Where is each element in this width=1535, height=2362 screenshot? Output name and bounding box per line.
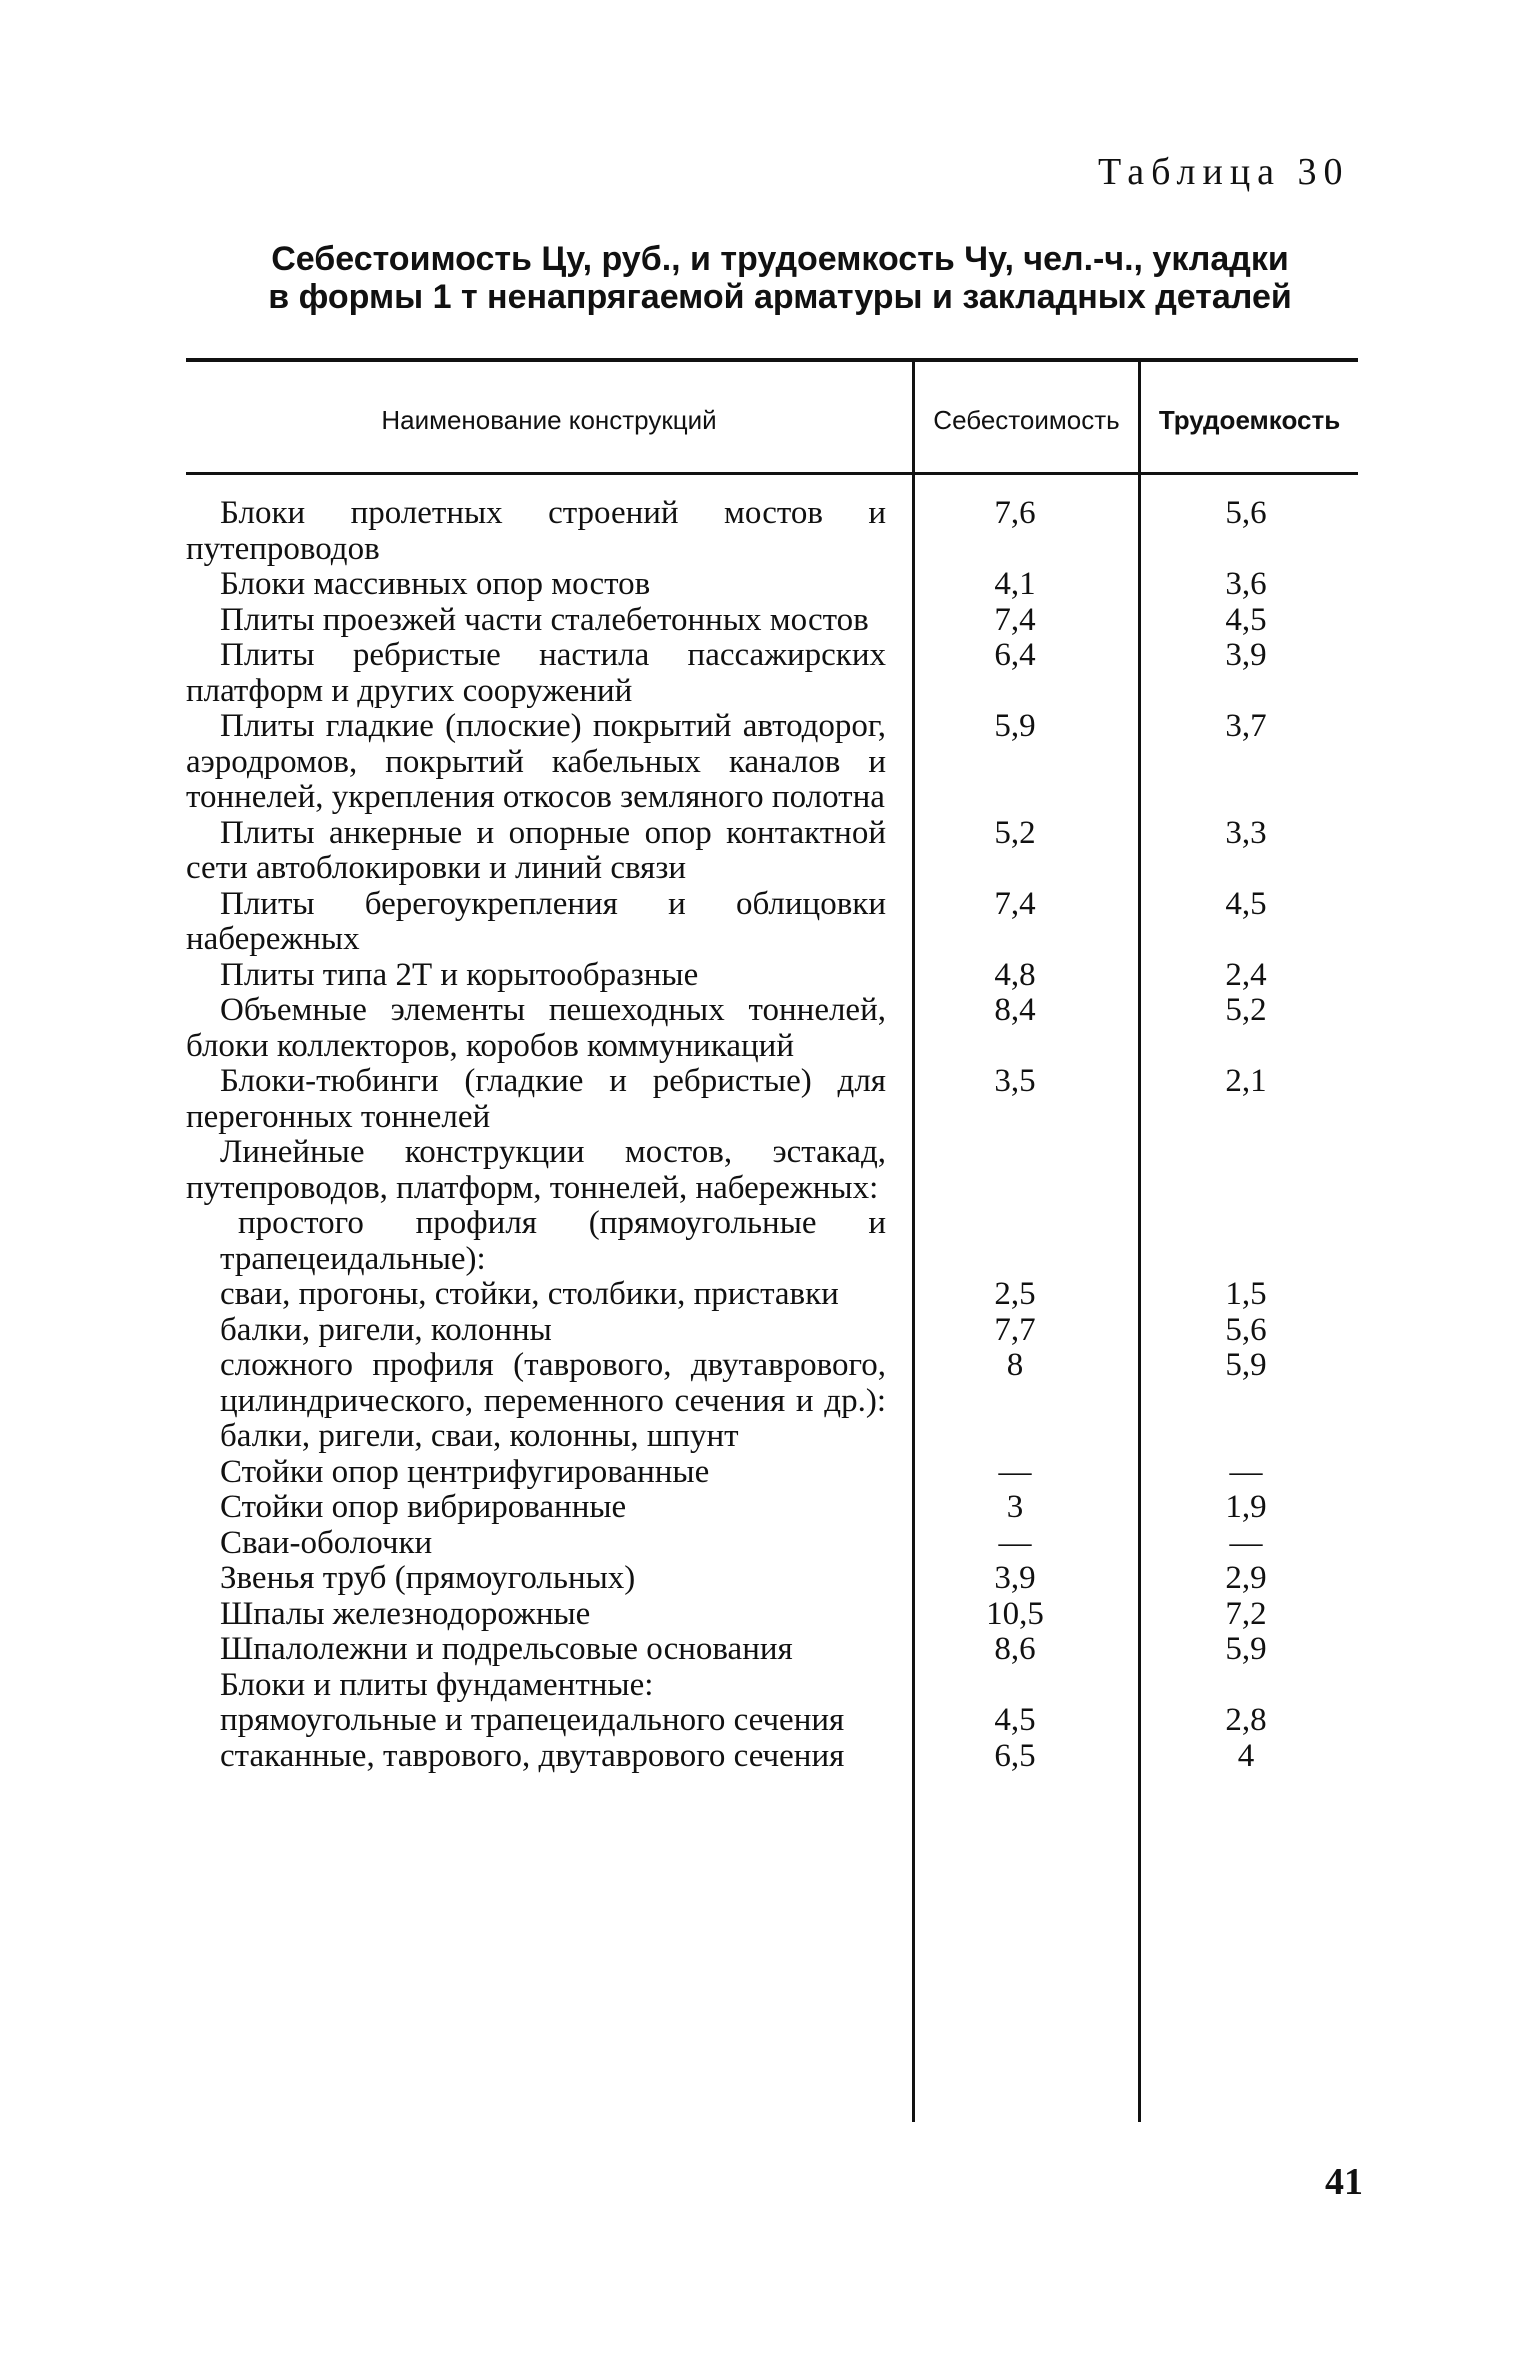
row-labor: 3,7 bbox=[1225, 708, 1267, 744]
row-name: Звенья труб (прямоугольных) bbox=[220, 1560, 636, 1596]
table-body bbox=[0, 496, 1535, 1774]
row-labor: 5,9 bbox=[1225, 1631, 1267, 1667]
row-name: Линейные конструкции мостов, эстакад, путепроводов, платформ, тоннелей, набережных: bbox=[186, 1134, 886, 1206]
row-cost: — bbox=[998, 1524, 1032, 1561]
table-row bbox=[0, 496, 1535, 567]
row-cost: 8,4 bbox=[994, 992, 1036, 1028]
row-name: сложного профиля (таврового, двутаврового, цилиндрического, переменного сечения и др.): балки, ригели, сваи, колонны, шпунт bbox=[220, 1347, 886, 1454]
row-cost: 8 bbox=[1006, 1347, 1024, 1383]
header-labor: Трудоемкость bbox=[1158, 405, 1341, 435]
row-cost: 5,2 bbox=[994, 814, 1036, 851]
row-cost: 3,9 bbox=[994, 1560, 1036, 1596]
row-labor: 5,6 bbox=[1225, 495, 1267, 531]
row-labor: 3,6 bbox=[1225, 566, 1267, 602]
table-row bbox=[0, 1632, 1535, 1668]
row-labor: 7,2 bbox=[1225, 1595, 1267, 1632]
table-row bbox=[0, 816, 1535, 887]
page-number: 41 bbox=[1325, 2161, 1363, 2203]
row-name: Шпалы железнодорожные bbox=[220, 1595, 591, 1632]
row-name: Блоки пролетных строений мостов и путепроводов bbox=[186, 495, 886, 567]
caption-line-2: в формы 1 т ненапрягаемой арматуры и закладных деталей bbox=[268, 278, 1292, 316]
table-row bbox=[0, 1490, 1535, 1526]
row-name: Плиты гладкие (плоские) покрытий автодорог, аэродромов, покрытий кабельных каналов и тоннелей, укрепления откосов земляного полотна bbox=[186, 708, 886, 815]
row-cost: 7,7 bbox=[994, 1311, 1036, 1348]
table-row bbox=[0, 1455, 1535, 1491]
row-name: Плиты типа 2Т и корытообразные bbox=[220, 956, 699, 993]
table-row bbox=[0, 1561, 1535, 1597]
table-row bbox=[0, 1668, 1535, 1704]
row-labor: — bbox=[1229, 1453, 1263, 1490]
row-cost: 10,5 bbox=[986, 1595, 1044, 1632]
row-labor: 4,5 bbox=[1225, 885, 1267, 922]
table-row bbox=[0, 638, 1535, 709]
row-name: балки, ригели, колонны bbox=[220, 1311, 552, 1348]
row-labor: 2,8 bbox=[1225, 1702, 1267, 1738]
table-row bbox=[0, 887, 1535, 958]
table-row bbox=[0, 1135, 1535, 1206]
row-name: прямоугольные и трапецеидального сечения bbox=[220, 1702, 845, 1738]
row-labor: — bbox=[1229, 1524, 1263, 1561]
row-cost: 6,4 bbox=[994, 637, 1036, 673]
row-cost: — bbox=[998, 1453, 1032, 1490]
table-row bbox=[0, 567, 1535, 603]
table-caption bbox=[180, 240, 1380, 316]
row-cost: 3 bbox=[1006, 1489, 1024, 1525]
row-labor: 3,9 bbox=[1225, 637, 1267, 673]
row-name: Стойки опор вибрированные bbox=[220, 1489, 627, 1525]
header-name: Наименование конструкций bbox=[381, 405, 717, 435]
row-cost: 5,9 bbox=[994, 708, 1036, 744]
row-labor: 4 bbox=[1237, 1737, 1255, 1774]
row-labor: 3,3 bbox=[1225, 814, 1267, 851]
row-labor: 4,5 bbox=[1225, 601, 1267, 638]
row-cost: 3,5 bbox=[994, 1063, 1036, 1099]
row-cost: 4,1 bbox=[994, 566, 1036, 602]
row-labor: 2,9 bbox=[1225, 1560, 1267, 1596]
row-labor: 5,6 bbox=[1225, 1311, 1267, 1348]
row-name: Стойки опор центрифугированные bbox=[220, 1453, 710, 1490]
row-name: сваи, прогоны, стойки, столбики, приставки bbox=[220, 1276, 839, 1312]
row-name: Блоки массивных опор мостов bbox=[220, 566, 651, 602]
table-row bbox=[0, 1064, 1535, 1135]
row-cost: 7,4 bbox=[994, 601, 1036, 638]
table-row bbox=[0, 1313, 1535, 1349]
row-cost: 7,6 bbox=[994, 495, 1036, 531]
table-row bbox=[0, 1703, 1535, 1739]
table-row bbox=[0, 603, 1535, 639]
table-row bbox=[0, 1739, 1535, 1775]
row-cost: 6,5 bbox=[994, 1737, 1036, 1774]
table-row bbox=[0, 1348, 1535, 1455]
table-label: Таблица 30 bbox=[1098, 151, 1350, 193]
row-cost: 4,5 bbox=[994, 1702, 1036, 1738]
table-row bbox=[0, 1277, 1535, 1313]
table-row bbox=[0, 1597, 1535, 1633]
row-name: Плиты проезжей части сталебетонных мостов bbox=[220, 601, 869, 638]
table-row bbox=[0, 709, 1535, 816]
row-labor: 1,9 bbox=[1225, 1489, 1267, 1525]
row-labor: 5,2 bbox=[1225, 992, 1267, 1028]
row-name: стаканные, таврового, двутаврового сечения bbox=[220, 1737, 845, 1774]
row-name: простого профиля (прямоугольные и трапецеидальные): bbox=[220, 1205, 886, 1277]
table-row bbox=[0, 958, 1535, 994]
row-cost: 2,5 bbox=[994, 1276, 1036, 1312]
table-row bbox=[0, 1526, 1535, 1562]
row-labor: 2,1 bbox=[1225, 1063, 1267, 1099]
caption-line-1: Себестоимость Цу, руб., и трудоемкость Чу, чел.-ч., укладки bbox=[271, 240, 1289, 278]
row-name: Блоки-тюбинги (гладкие и ребристые) для перегонных тоннелей bbox=[186, 1063, 886, 1135]
table-row bbox=[0, 993, 1535, 1064]
row-cost: 4,8 bbox=[994, 956, 1036, 993]
header-cost: Себестоимость bbox=[933, 405, 1120, 435]
row-labor: 1,5 bbox=[1225, 1276, 1267, 1312]
table-header-rule bbox=[186, 472, 1358, 475]
row-name: Шпалолежни и подрельсовые основания bbox=[220, 1631, 793, 1667]
row-name: Объемные элементы пешеходных тоннелей, блоки коллекторов, коробов коммуникаций bbox=[186, 992, 886, 1064]
table-top-rule bbox=[186, 358, 1358, 362]
row-labor: 2,4 bbox=[1225, 956, 1267, 993]
row-name: Блоки и плиты фундаментные: bbox=[220, 1666, 654, 1703]
table-row bbox=[0, 1206, 1535, 1277]
row-name: Плиты берегоукрепления и облицовки набережных bbox=[186, 885, 886, 957]
row-name: Сваи-оболочки bbox=[220, 1524, 433, 1561]
row-labor: 5,9 bbox=[1225, 1347, 1267, 1383]
row-cost: 8,6 bbox=[994, 1631, 1036, 1667]
row-cost: 7,4 bbox=[994, 885, 1036, 922]
row-name: Плиты ребристые настила пассажирских платформ и других сооружений bbox=[186, 637, 886, 709]
row-name: Плиты анкерные и опорные опор контактной сети автоблокировки и линий связи bbox=[186, 814, 886, 886]
